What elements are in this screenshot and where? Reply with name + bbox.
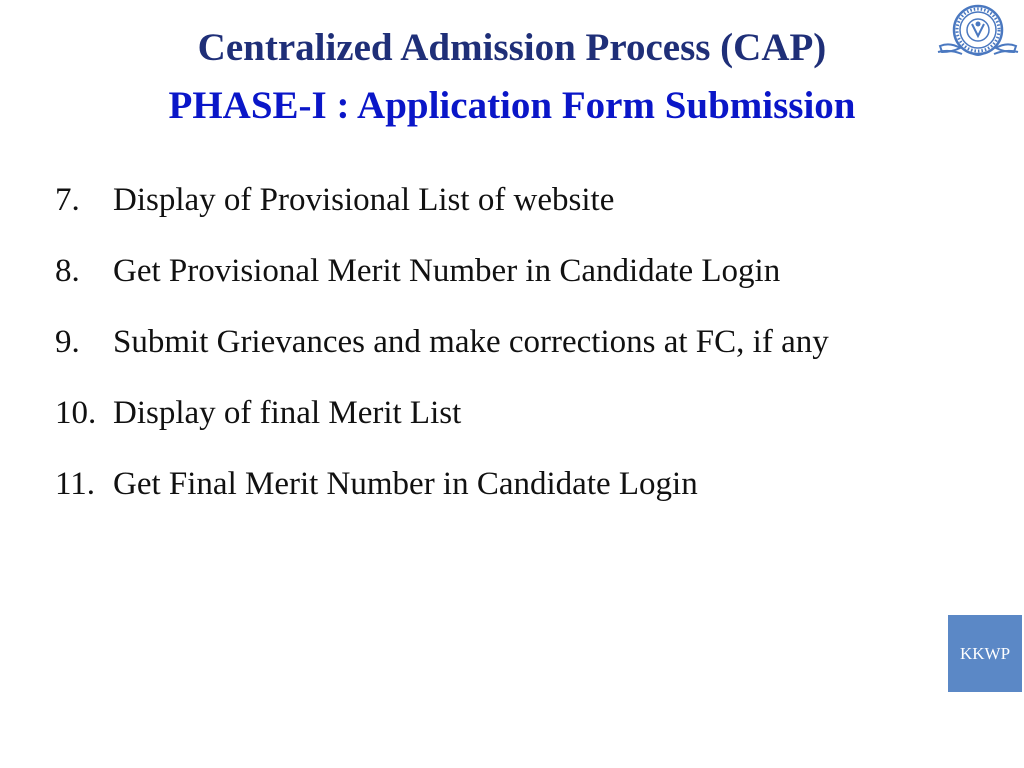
item-number: 10.	[55, 395, 97, 431]
kkwp-badge: KKWP	[948, 615, 1022, 692]
item-text: Get Final Merit Number in Candidate Login	[113, 466, 698, 502]
slide-title: Centralized Admission Process (CAP)	[197, 26, 827, 69]
slide-subtitle: PHASE-I : Application Form Submission	[168, 84, 856, 127]
item-number: 8.	[55, 253, 80, 289]
list-item	[55, 322, 829, 393]
item-text: Get Provisional Merit Number in Candidate Login	[113, 253, 781, 289]
item-text: Display of Provisional List of website	[113, 182, 615, 218]
list-item	[55, 464, 829, 535]
item-number: 11.	[55, 466, 96, 502]
list-item	[55, 251, 829, 322]
institution-seal-logo-icon	[936, 0, 1020, 62]
item-number: 7.	[55, 182, 80, 218]
list-item	[55, 180, 829, 251]
list-item	[55, 393, 829, 464]
item-number: 9.	[55, 324, 80, 360]
item-text: Display of final Merit List	[113, 395, 462, 431]
steps-list	[55, 180, 829, 535]
item-text: Submit Grievances and make corrections at FC, if any	[113, 324, 829, 360]
